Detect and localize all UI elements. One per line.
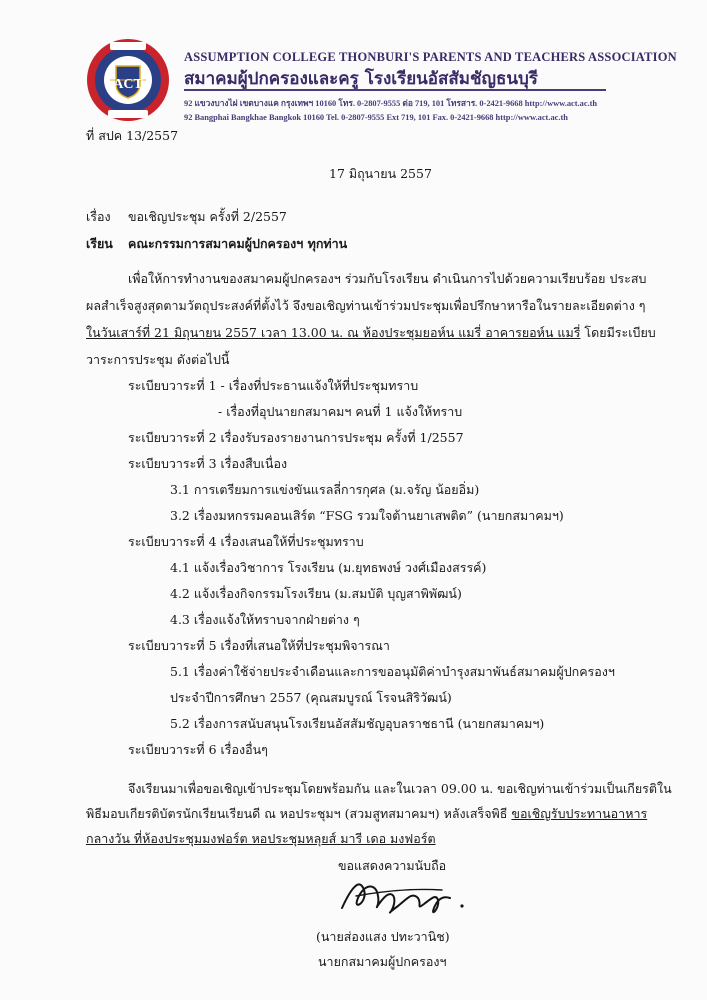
- lunch-venue: กลางวัน ที่ห้องประชุมมงฟอร์ต หอประชุมหลุยส์ มารี เดอ มงฟอร์ต: [86, 831, 436, 846]
- handwritten-signature: [338, 868, 468, 927]
- org-name-english: ASSUMPTION COLLEGE THONBURI'S PARENTS AND TEACHERS ASSOCIATION: [184, 50, 677, 64]
- closing-line-2-text: พิธีมอบเกียรติบัตรนักเรียนเรียนดี ณ หอประชุมฯ (สวมสูทสมาคมฯ) หลังเสร็จพิธี: [86, 806, 512, 821]
- svg-text:ACT: ACT: [113, 77, 143, 92]
- agenda-item-4: ระเบียบวาระที่ 4 เรื่องเสนอให้ที่ประชุมทราบ: [128, 534, 364, 549]
- intro-line-2: ผลสำเร็จสูงสุดตามวัตถุประสงค์ที่ตั้งไว้ จึงขอเชิญท่านเข้าร่วมประชุมเพื่อปรึกษาหารือในรายละเอียดต่าง ๆ: [86, 298, 646, 313]
- intro-line-3: [86, 325, 656, 341]
- lunch-invitation: ขอเชิญรับประทานอาหาร: [511, 806, 648, 821]
- agenda-item-1b: - เรื่องที่อุปนายกสมาคมฯ คนที่ 1 แจ้งให้ทราบ: [218, 404, 463, 419]
- agenda-item-4-3: 4.3 เรื่องแจ้งให้ทราบจากฝ่ายต่าง ๆ: [170, 612, 360, 627]
- agenda-item-1: ระเบียบวาระที่ 1 - เรื่องที่ประธานแจ้งให้ที่ประชุมทราบ: [128, 378, 419, 393]
- recipient-text: คณะกรรมการสมาคมผู้ปกครองฯ ทุกท่าน: [128, 236, 348, 251]
- agenda-item-5: ระเบียบวาระที่ 5 เรื่องที่เสนอให้ที่ประชุมพิจารณา: [128, 638, 390, 653]
- intro-line-4: วาระการประชุม ดังต่อไปนี้: [86, 352, 230, 367]
- intro-line-1: เพื่อให้การทำงานของสมาคมผู้ปกครองฯ ร่วมกับโรงเรียน ดำเนินการไปด้วยความเรียบร้อย ประสบ: [128, 271, 647, 286]
- org-name-thai: สมาคมผู้ปกครองและครู โรงเรียนอัสสัมชัญธนบุรี: [184, 69, 538, 89]
- address-thai: 92 แขวงบางไผ่ เขตบางแค กรุงเทพฯ 10160 โทร. 0-2807-9555 ต่อ 719, 101 โทรสาร. 0-2421-9668 http://www.act.ac.th: [184, 99, 598, 108]
- address-english: 92 Bangphai Bangkhae Bangkok 10160 Tel. 0-2807-9555 Ext 719, 101 Fax. 0-2421-9668 http://www.act.ac.th: [184, 113, 568, 122]
- subject-text: ขอเชิญประชุม ครั้งที่ 2/2557: [128, 209, 287, 224]
- closing-line-1: จึงเรียนมาเพื่อขอเชิญเข้าประชุมโดยพร้อมกัน และในเวลา 09.00 น. ขอเชิญท่านเข้าร่วมเป็นเกียรติใน: [128, 781, 672, 796]
- agenda-item-5-2: 5.2 เรื่องการสนับสนุนโรงเรียนอัสสัมชัญอุบลราชธานี (นายกสมาคมฯ): [170, 716, 545, 731]
- agenda-item-3: ระเบียบวาระที่ 3 เรื่องสืบเนื่อง: [128, 456, 288, 471]
- intro-line-3-rest: โดยมีระเบียบ: [580, 325, 656, 340]
- agenda-item-4-1: 4.1 แจ้งเรื่องวิชาการ โรงเรียน (ม.ยุทธพงษ์ วงศ์เมืองสรรค์): [170, 560, 487, 575]
- agenda-item-5-1: 5.1 เรื่องค่าใช้จ่ายประจำเดือนและการขออนุมัติค่าบำรุงสมาพันธ์สมาคมผู้ปกครองฯ: [170, 664, 615, 679]
- subject-label: เรื่อง: [86, 209, 111, 224]
- agenda-item-3-1: 3.1 การเตรียมการแข่งขันแรลลี่การกุศล (ม.จรัญ น้อยอิ่ม): [170, 482, 480, 497]
- meeting-datetime-venue: ในวันเสาร์ที่ 21 มิถุนายน 2557 เวลา 13.00 น. ณ ห้องประชุมยอห์น แมรี่ อาคารยอห์น แมรี่: [86, 325, 581, 340]
- agenda-item-2: ระเบียบวาระที่ 2 เรื่องรับรองรายงานการประชุม ครั้งที่ 1/2557: [128, 430, 464, 445]
- header-divider: [184, 89, 606, 91]
- regards-text: ขอแสดงความนับถือ: [338, 858, 447, 873]
- letter-date: 17 มิถุนายน 2557: [329, 166, 432, 181]
- agenda-item-3-2: 3.2 เรื่องมหกรรมคอนเสิร์ต “FSG รวมใจต้านยาเสพติด” (นายกสมาคมฯ): [170, 508, 564, 523]
- agenda-item-5-1b: ประจำปีการศึกษา 2557 (คุณสมบูรณ์ โรจนสิริวัฒน์): [170, 690, 452, 705]
- agenda-item-4-2: 4.2 แจ้งเรื่องกิจกรรมโรงเรียน (ม.สมบัติ บุญสาพิพัฒน์): [170, 586, 462, 601]
- recipient-label: เรียน: [86, 236, 113, 251]
- signatory-position: นายกสมาคมผู้ปกครองฯ: [318, 954, 447, 969]
- association-seal-logo: [86, 38, 170, 122]
- reference-number: ที่ สปค 13/2557: [86, 128, 179, 143]
- closing-line-2: [86, 806, 647, 822]
- agenda-item-6: ระเบียบวาระที่ 6 เรื่องอื่นๆ: [128, 742, 268, 757]
- signatory-name: (นายส่องแสง ปทะวานิช): [316, 929, 450, 944]
